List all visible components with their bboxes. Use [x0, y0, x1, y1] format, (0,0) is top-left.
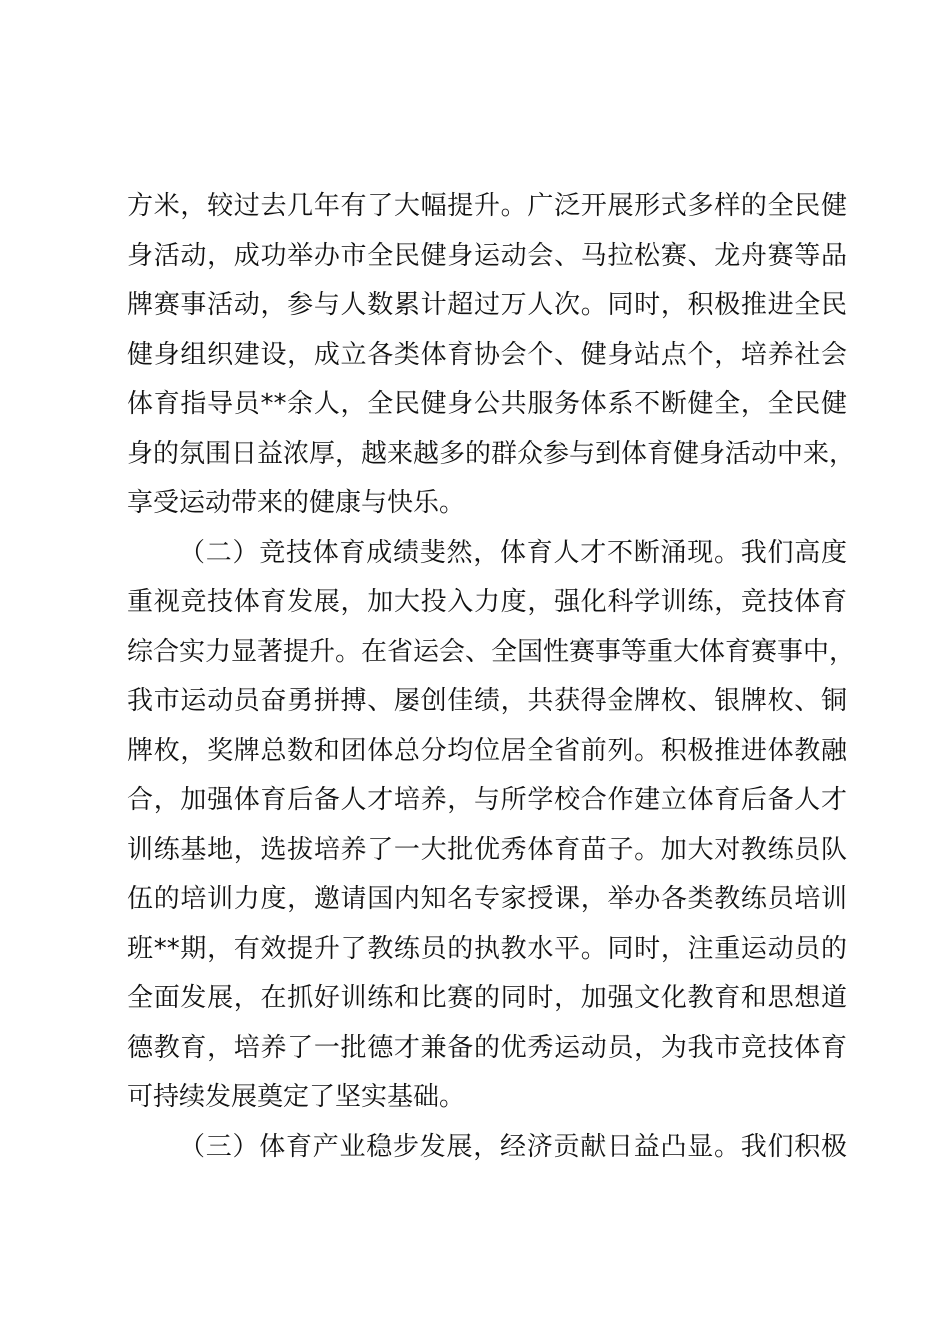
paragraph-2-line-4: 我市运动员奋勇拼搏、屡创佳绩，共获得金牌枚、银牌枚、铜	[127, 686, 847, 716]
paragraph-1-line-5: 体育指导员**余人，全民健身公共服务体系不断健全，全民健	[127, 389, 847, 419]
paragraph-2-line-3: 综合实力显著提升。在省运会、全国性赛事等重大体育赛事中，	[127, 636, 856, 667]
paragraph-1-line-2: 身活动，成功举办市全民健身运动会、马拉松赛、龙舟赛等品	[127, 240, 847, 271]
paragraph-1-line-4: 健身组织建设，成立各类体育协会个、健身站点个，培养社会	[127, 339, 847, 370]
paragraph-2-line-5: 牌枚，奖牌总数和团体总分均位居全省前列。积极推进体教融	[127, 735, 847, 766]
paragraph-2-line-7: 训练基地，选拔培养了一大批优秀体育苗子。加大对教练员队	[127, 834, 847, 865]
paragraph-2-line-12: 可持续发展奠定了坚实基础。	[127, 1082, 466, 1112]
paragraph-3-line-1: （三）体育产业稳步发展，经济贡献日益凸显。我们积极	[179, 1131, 847, 1162]
paragraph-1-line-3: 牌赛事活动，参与人数累计超过万人次。同时，积极推进全民	[127, 290, 847, 320]
document-body	[127, 182, 856, 1172]
paragraph-2-line-11: 德教育，培养了一批德才兼备的优秀运动员，为我市竞技体育	[127, 1032, 847, 1063]
paragraph-2-line-2: 重视竞技体育发展，加大投入力度，强化科学训练，竞技体育	[127, 587, 847, 617]
paragraph-2-line-10: 全面发展，在抓好训练和比赛的同时，加强文化教育和思想道	[127, 983, 847, 1013]
paragraph-2-line-8: 伍的培训力度，邀请国内知名专家授课，举办各类教练员培训	[127, 884, 847, 914]
paragraph-1-line-7: 享受运动带来的健康与快乐。	[127, 488, 466, 518]
paragraph-2-line-9: 班**期，有效提升了教练员的执教水平。同时，注重运动员的	[127, 933, 847, 964]
paragraph-1-line-1: 方米，较过去几年有了大幅提升。广泛开展形式多样的全民健	[127, 191, 847, 221]
paragraph-1-line-6: 身的氛围日益浓厚，越来越多的群众参与到体育健身活动中来，	[127, 438, 856, 469]
paragraph-2-line-1: （二）竞技体育成绩斐然，体育人才不断涌现。我们高度	[179, 537, 847, 568]
paragraph-2-line-6: 合，加强体育后备人才培养，与所学校合作建立体育后备人才	[127, 785, 847, 815]
